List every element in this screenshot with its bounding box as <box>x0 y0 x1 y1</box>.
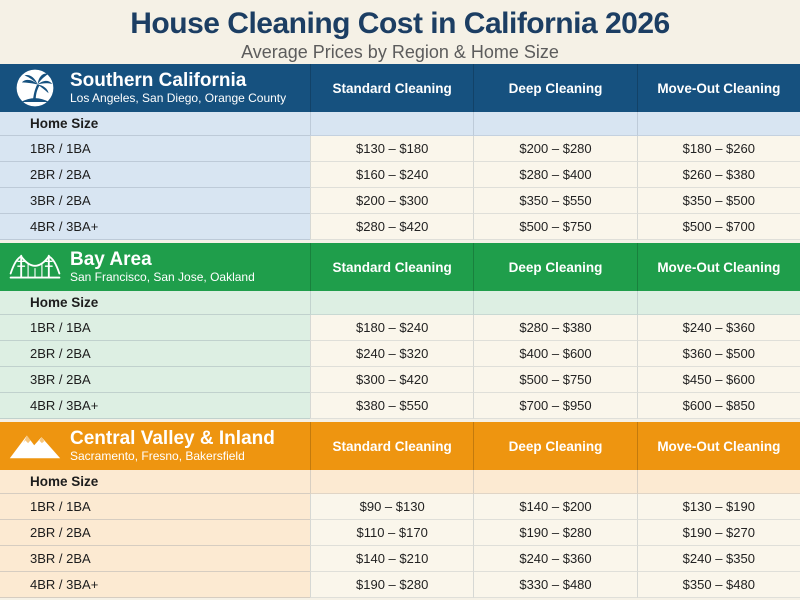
price-cell: $400 – $600 <box>473 341 636 367</box>
column-header: Standard Cleaning <box>310 243 473 291</box>
empty-cell <box>637 291 800 315</box>
row-label: 2BR / 2BA <box>0 341 310 367</box>
price-cell: $160 – $240 <box>310 162 473 188</box>
empty-cell <box>637 470 800 494</box>
table-row <box>0 393 800 419</box>
row-label: 1BR / 1BA <box>0 136 310 162</box>
column-header: Deep Cleaning <box>473 422 636 470</box>
price-cell: $200 – $280 <box>473 136 636 162</box>
price-cell: $350 – $500 <box>637 188 800 214</box>
row-label: 1BR / 1BA <box>0 315 310 341</box>
table-row <box>0 188 800 214</box>
price-cell: $110 – $170 <box>310 520 473 546</box>
table-row <box>0 315 800 341</box>
region-title-block <box>0 64 310 112</box>
region-section <box>0 64 800 240</box>
golden-gate-bridge-icon <box>9 246 61 288</box>
home-size-label: Home Size <box>0 470 310 494</box>
page-subtitle: Average Prices by Region & Home Size <box>241 42 559 62</box>
price-cell: $380 – $550 <box>310 393 473 419</box>
mountains-icon <box>9 425 61 467</box>
column-header: Standard Cleaning <box>310 422 473 470</box>
empty-cell <box>473 112 636 136</box>
price-cell: $700 – $950 <box>473 393 636 419</box>
price-cell: $130 – $190 <box>637 494 800 520</box>
row-label: 2BR / 2BA <box>0 162 310 188</box>
home-size-row <box>0 112 800 136</box>
price-cell: $300 – $420 <box>310 367 473 393</box>
region-name: Southern California <box>70 70 247 92</box>
home-size-row <box>0 470 800 494</box>
empty-cell <box>637 112 800 136</box>
page-header <box>0 0 800 64</box>
price-cell: $240 – $320 <box>310 341 473 367</box>
price-cell: $450 – $600 <box>637 367 800 393</box>
price-cell: $350 – $480 <box>637 572 800 598</box>
region-header <box>0 422 800 470</box>
price-cell: $280 – $420 <box>310 214 473 240</box>
price-cell: $200 – $300 <box>310 188 473 214</box>
column-header: Deep Cleaning <box>473 64 636 112</box>
region-header <box>0 243 800 291</box>
table-row <box>0 162 800 188</box>
region-header <box>0 64 800 112</box>
price-cell: $190 – $270 <box>637 520 800 546</box>
column-header: Move-Out Cleaning <box>637 422 800 470</box>
column-header: Move-Out Cleaning <box>637 64 800 112</box>
row-label: 3BR / 2BA <box>0 546 310 572</box>
region-name: Bay Area <box>70 249 152 271</box>
table-row <box>0 367 800 393</box>
price-cell: $240 – $360 <box>473 546 636 572</box>
row-label: 3BR / 2BA <box>0 367 310 393</box>
price-cell: $600 – $850 <box>637 393 800 419</box>
table-row <box>0 572 800 598</box>
price-cell: $240 – $360 <box>637 315 800 341</box>
price-cell: $90 – $130 <box>310 494 473 520</box>
table-row <box>0 214 800 240</box>
price-cell: $350 – $550 <box>473 188 636 214</box>
price-cell: $180 – $260 <box>637 136 800 162</box>
empty-cell <box>473 470 636 494</box>
palm-tree-icon <box>9 67 61 109</box>
table-row <box>0 546 800 572</box>
home-size-label: Home Size <box>0 112 310 136</box>
price-cell: $500 – $750 <box>473 214 636 240</box>
price-cell: $140 – $210 <box>310 546 473 572</box>
empty-cell <box>473 291 636 315</box>
price-cell: $260 – $380 <box>637 162 800 188</box>
page-title: House Cleaning Cost in California 2026 <box>130 7 670 40</box>
price-cell: $280 – $400 <box>473 162 636 188</box>
empty-cell <box>310 291 473 315</box>
price-cell: $190 – $280 <box>473 520 636 546</box>
column-header: Move-Out Cleaning <box>637 243 800 291</box>
price-cell: $190 – $280 <box>310 572 473 598</box>
price-cell: $240 – $350 <box>637 546 800 572</box>
price-cell: $130 – $180 <box>310 136 473 162</box>
region-title-block <box>0 422 310 470</box>
region-cities: Los Angeles, San Diego, Orange County <box>70 91 287 106</box>
price-cell: $500 – $700 <box>637 214 800 240</box>
price-cell: $500 – $750 <box>473 367 636 393</box>
column-header: Standard Cleaning <box>310 64 473 112</box>
empty-cell <box>310 470 473 494</box>
region-cities: San Francisco, San Jose, Oakland <box>70 270 255 285</box>
table-row <box>0 341 800 367</box>
price-cell: $140 – $200 <box>473 494 636 520</box>
region-name: Central Valley & Inland <box>70 428 275 450</box>
row-label: 3BR / 2BA <box>0 188 310 214</box>
region-cities: Sacramento, Fresno, Bakersfield <box>70 449 245 464</box>
column-header: Deep Cleaning <box>473 243 636 291</box>
row-label: 4BR / 3BA+ <box>0 214 310 240</box>
home-size-label: Home Size <box>0 291 310 315</box>
row-label: 4BR / 3BA+ <box>0 393 310 419</box>
empty-cell <box>310 112 473 136</box>
region-section <box>0 243 800 419</box>
region-tables <box>0 64 800 598</box>
row-label: 4BR / 3BA+ <box>0 572 310 598</box>
table-row <box>0 136 800 162</box>
row-label: 1BR / 1BA <box>0 494 310 520</box>
home-size-row <box>0 291 800 315</box>
table-row <box>0 520 800 546</box>
price-cell: $330 – $480 <box>473 572 636 598</box>
price-cell: $360 – $500 <box>637 341 800 367</box>
price-cell: $180 – $240 <box>310 315 473 341</box>
price-cell: $280 – $380 <box>473 315 636 341</box>
region-title-block <box>0 243 310 291</box>
region-section <box>0 422 800 598</box>
row-label: 2BR / 2BA <box>0 520 310 546</box>
table-row <box>0 494 800 520</box>
